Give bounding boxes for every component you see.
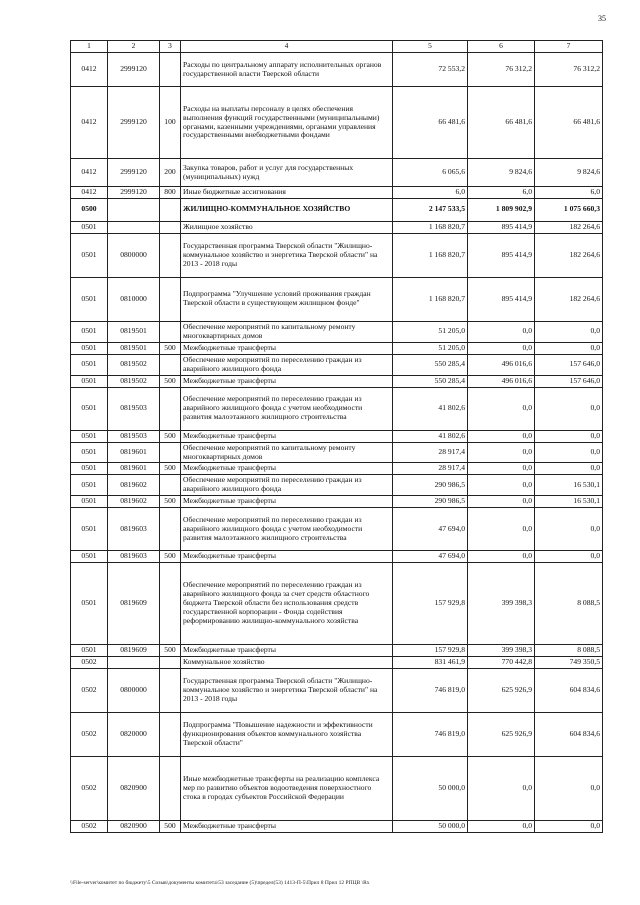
value-year3-cell: 182 264,6 bbox=[535, 277, 603, 321]
section-code-cell: 0501 bbox=[71, 563, 108, 645]
target-article-cell: 2999120 bbox=[108, 187, 160, 199]
description-cell: Закупка товаров, работ и услуг для государственных (муниципальных) нужд bbox=[181, 159, 393, 187]
section-code-cell: 0501 bbox=[71, 354, 108, 375]
table-row bbox=[71, 159, 603, 187]
section-code-cell: 0502 bbox=[71, 657, 108, 669]
section-code-cell: 0501 bbox=[71, 463, 108, 475]
section-code-cell: 0501 bbox=[71, 277, 108, 321]
target-article-cell: 0820900 bbox=[108, 821, 160, 833]
value-year3-cell: 0,0 bbox=[535, 430, 603, 442]
description-cell: Обеспечение мероприятий по переселению граждан из аварийного жилищного фонда bbox=[181, 354, 393, 375]
value-year2-cell: 0,0 bbox=[468, 430, 535, 442]
value-year2-cell: 1 809 902,9 bbox=[468, 198, 535, 221]
target-article-cell: 0819503 bbox=[108, 387, 160, 430]
value-year2-cell: 0,0 bbox=[468, 496, 535, 508]
value-year3-cell: 6,0 bbox=[535, 187, 603, 199]
table-row bbox=[71, 563, 603, 645]
table-row bbox=[71, 713, 603, 757]
value-year2-cell: 6,0 bbox=[468, 187, 535, 199]
value-year3-cell: 1 075 660,3 bbox=[535, 198, 603, 221]
value-year1-cell: 831 461,9 bbox=[393, 657, 468, 669]
value-year3-cell: 0,0 bbox=[535, 442, 603, 463]
expense-type-cell: 500 bbox=[160, 496, 181, 508]
value-year3-cell: 8 088,5 bbox=[535, 563, 603, 645]
value-year1-cell: 51 205,0 bbox=[393, 321, 468, 342]
value-year1-cell: 66 481,6 bbox=[393, 87, 468, 159]
value-year1-cell: 157 929,8 bbox=[393, 563, 468, 645]
expense-type-cell: 500 bbox=[160, 375, 181, 387]
value-year2-cell: 895 414,9 bbox=[468, 233, 535, 277]
expense-type-cell bbox=[160, 233, 181, 277]
section-code-cell: 0501 bbox=[71, 430, 108, 442]
target-article-cell: 0819601 bbox=[108, 442, 160, 463]
description-cell: Расходы на выплаты персоналу в целях обеспечения выполнения функций государственными (муниципальными) органами, казенными учреждениями, органами управления государственными внебюджетными фондами bbox=[181, 87, 393, 159]
value-year1-cell: 28 917,4 bbox=[393, 442, 468, 463]
value-year3-cell: 9 824,6 bbox=[535, 159, 603, 187]
table-row bbox=[71, 496, 603, 508]
target-article-cell: 0819602 bbox=[108, 496, 160, 508]
section-code-cell: 0501 bbox=[71, 645, 108, 657]
table-row bbox=[71, 53, 603, 87]
value-year2-cell: 895 414,9 bbox=[468, 277, 535, 321]
expense-type-cell: 100 bbox=[160, 87, 181, 159]
table-row bbox=[71, 387, 603, 430]
expense-type-cell bbox=[160, 354, 181, 375]
table-row bbox=[71, 187, 603, 199]
value-year3-cell: 0,0 bbox=[535, 342, 603, 354]
value-year3-cell: 0,0 bbox=[535, 463, 603, 475]
value-year2-cell: 0,0 bbox=[468, 442, 535, 463]
page-number: 35 bbox=[598, 14, 606, 23]
value-year3-cell: 8 088,5 bbox=[535, 645, 603, 657]
value-year1-cell: 50 000,0 bbox=[393, 821, 468, 833]
value-year2-cell: 496 016,6 bbox=[468, 354, 535, 375]
table-row bbox=[71, 430, 603, 442]
value-year2-cell: 0,0 bbox=[468, 551, 535, 563]
value-year2-cell: 0,0 bbox=[468, 387, 535, 430]
value-year2-cell: 9 824,6 bbox=[468, 159, 535, 187]
target-article-cell: 2999120 bbox=[108, 53, 160, 87]
value-year1-cell: 1 168 820,7 bbox=[393, 233, 468, 277]
value-year3-cell: 0,0 bbox=[535, 387, 603, 430]
table-row bbox=[71, 463, 603, 475]
value-year3-cell: 16 530,1 bbox=[535, 496, 603, 508]
expense-type-cell bbox=[160, 277, 181, 321]
description-cell: Расходы по центральному аппарату исполнительных органов государственной власти Тверской области bbox=[181, 53, 393, 87]
target-article-cell: 0819609 bbox=[108, 563, 160, 645]
description-cell: Обеспечение мероприятий по переселению граждан из аварийного жилищного фонда за счет средств областного бюджета Тверской области без использования средств государственной корпорации - Фонда содействия реформированию жилищно-коммунального хозяйства bbox=[181, 563, 393, 645]
target-article-cell: 0820900 bbox=[108, 757, 160, 821]
description-cell: Жилищное хозяйство bbox=[181, 221, 393, 233]
table-row bbox=[71, 645, 603, 657]
expense-type-cell bbox=[160, 321, 181, 342]
table-row bbox=[71, 233, 603, 277]
description-cell: Межбюджетные трансферты bbox=[181, 496, 393, 508]
section-code-cell: 0501 bbox=[71, 342, 108, 354]
target-article-cell: 0819502 bbox=[108, 375, 160, 387]
table-header-row bbox=[71, 41, 603, 53]
value-year1-cell: 157 929,8 bbox=[393, 645, 468, 657]
value-year2-cell: 0,0 bbox=[468, 821, 535, 833]
description-cell: Государственная программа Тверской области "Жилищно-коммунальное хозяйство и энергетика Тверской области" на 2013 - 2018 годы bbox=[181, 669, 393, 713]
target-article-cell: 0819601 bbox=[108, 463, 160, 475]
value-year2-cell: 399 398,3 bbox=[468, 645, 535, 657]
section-code-cell: 0412 bbox=[71, 187, 108, 199]
section-code-cell: 0500 bbox=[71, 198, 108, 221]
expense-type-cell: 500 bbox=[160, 430, 181, 442]
target-article-cell bbox=[108, 221, 160, 233]
value-year1-cell: 550 285,4 bbox=[393, 354, 468, 375]
target-article-cell: 0819602 bbox=[108, 475, 160, 496]
description-cell: Обеспечение мероприятий по капитальному ремонту многоквартирных домов bbox=[181, 321, 393, 342]
section-code-cell: 0501 bbox=[71, 551, 108, 563]
target-article-cell bbox=[108, 657, 160, 669]
table-row bbox=[71, 198, 603, 221]
value-year1-cell: 1 168 820,7 bbox=[393, 277, 468, 321]
value-year2-cell: 625 926,9 bbox=[468, 713, 535, 757]
section-code-cell: 0501 bbox=[71, 508, 108, 551]
expense-type-cell: 800 bbox=[160, 187, 181, 199]
target-article-cell: 2999120 bbox=[108, 87, 160, 159]
footer-file-path: \\File-server\комитет по бюджету\5 Созыв\документы комитета\53 заседание (5)\предел(53) 1413-П-5\Прил 8 Прил 12 РПЦВ \Rx bbox=[70, 880, 370, 886]
table-row bbox=[71, 669, 603, 713]
value-year1-cell: 50 000,0 bbox=[393, 757, 468, 821]
target-article-cell: 0819503 bbox=[108, 430, 160, 442]
expense-type-cell bbox=[160, 53, 181, 87]
expense-type-cell: 500 bbox=[160, 821, 181, 833]
description-cell: Подпрограмма "Улучшение условий проживания граждан Тверской области в существующем жилищном фонде" bbox=[181, 277, 393, 321]
table-row bbox=[71, 821, 603, 833]
target-article-cell: 0819502 bbox=[108, 354, 160, 375]
expense-type-cell bbox=[160, 669, 181, 713]
value-year2-cell: 625 926,9 bbox=[468, 669, 535, 713]
value-year1-cell: 550 285,4 bbox=[393, 375, 468, 387]
value-year3-cell: 0,0 bbox=[535, 757, 603, 821]
expense-type-cell bbox=[160, 475, 181, 496]
value-year1-cell: 51 205,0 bbox=[393, 342, 468, 354]
description-cell: Иные межбюджетные трансферты на реализацию комплекса мер по развитию объектов водоотведения поверхностного стока в городах субъектов Российской Федерации bbox=[181, 757, 393, 821]
table-row bbox=[71, 757, 603, 821]
table-row bbox=[71, 508, 603, 551]
section-code-cell: 0501 bbox=[71, 475, 108, 496]
description-cell: Межбюджетные трансферты bbox=[181, 430, 393, 442]
expense-type-cell: 500 bbox=[160, 463, 181, 475]
target-article-cell: 0819501 bbox=[108, 321, 160, 342]
expense-type-cell bbox=[160, 563, 181, 645]
value-year3-cell: 0,0 bbox=[535, 321, 603, 342]
description-cell: Иные бюджетные ассигнования bbox=[181, 187, 393, 199]
value-year2-cell: 399 398,3 bbox=[468, 563, 535, 645]
column-header: 5 bbox=[393, 41, 468, 53]
section-code-cell: 0412 bbox=[71, 159, 108, 187]
description-cell: Государственная программа Тверской области "Жилищно-коммунальное хозяйство и энергетика Тверской области" на 2013 - 2018 годы bbox=[181, 233, 393, 277]
value-year3-cell: 749 350,5 bbox=[535, 657, 603, 669]
target-article-cell: 2999120 bbox=[108, 159, 160, 187]
table-row bbox=[71, 321, 603, 342]
value-year2-cell: 496 016,6 bbox=[468, 375, 535, 387]
value-year2-cell: 0,0 bbox=[468, 463, 535, 475]
table-row bbox=[71, 221, 603, 233]
section-code-cell: 0412 bbox=[71, 87, 108, 159]
value-year1-cell: 72 553,2 bbox=[393, 53, 468, 87]
section-code-cell: 0501 bbox=[71, 375, 108, 387]
section-code-cell: 0412 bbox=[71, 53, 108, 87]
description-cell: Межбюджетные трансферты bbox=[181, 645, 393, 657]
description-cell: Обеспечение мероприятий по переселению граждан из аварийного жилищного фонда bbox=[181, 475, 393, 496]
budget-table bbox=[70, 40, 603, 833]
value-year2-cell: 0,0 bbox=[468, 321, 535, 342]
target-article-cell: 0819501 bbox=[108, 342, 160, 354]
expense-type-cell: 500 bbox=[160, 645, 181, 657]
value-year3-cell: 157 646,0 bbox=[535, 354, 603, 375]
expense-type-cell: 500 bbox=[160, 551, 181, 563]
expense-type-cell bbox=[160, 757, 181, 821]
value-year3-cell: 157 646,0 bbox=[535, 375, 603, 387]
description-cell: Межбюджетные трансферты bbox=[181, 342, 393, 354]
description-cell: Подпрограмма "Повышение надежности и эффективности функционирования объектов коммунального хозяйства Тверской области" bbox=[181, 713, 393, 757]
value-year1-cell: 1 168 820,7 bbox=[393, 221, 468, 233]
description-cell: Коммунальное хозяйство bbox=[181, 657, 393, 669]
table-row bbox=[71, 277, 603, 321]
table-row bbox=[71, 442, 603, 463]
column-header: 6 bbox=[468, 41, 535, 53]
expense-type-cell: 200 bbox=[160, 159, 181, 187]
value-year2-cell: 0,0 bbox=[468, 757, 535, 821]
section-code-cell: 0501 bbox=[71, 496, 108, 508]
section-code-cell: 0502 bbox=[71, 713, 108, 757]
table-row bbox=[71, 342, 603, 354]
column-header: 3 bbox=[160, 41, 181, 53]
section-code-cell: 0502 bbox=[71, 821, 108, 833]
value-year1-cell: 2 147 533,5 bbox=[393, 198, 468, 221]
target-article-cell: 0820000 bbox=[108, 713, 160, 757]
target-article-cell bbox=[108, 198, 160, 221]
value-year1-cell: 41 802,6 bbox=[393, 387, 468, 430]
table-row bbox=[71, 87, 603, 159]
expense-type-cell bbox=[160, 508, 181, 551]
value-year3-cell: 16 530,1 bbox=[535, 475, 603, 496]
target-article-cell: 0800000 bbox=[108, 233, 160, 277]
description-cell: Обеспечение мероприятий по капитальному ремонту многоквартирных домов bbox=[181, 442, 393, 463]
value-year3-cell: 0,0 bbox=[535, 551, 603, 563]
section-code-cell: 0501 bbox=[71, 233, 108, 277]
target-article-cell: 0819603 bbox=[108, 551, 160, 563]
description-cell: ЖИЛИЩНО-КОММУНАЛЬНОЕ ХОЗЯЙСТВО bbox=[181, 198, 393, 221]
expense-type-cell bbox=[160, 442, 181, 463]
description-cell: Обеспечение мероприятий по переселению граждан из аварийного жилищного фонда с учетом необходимости развития малоэтажного жилищного строительства bbox=[181, 387, 393, 430]
expense-type-cell bbox=[160, 713, 181, 757]
value-year1-cell: 6,0 bbox=[393, 187, 468, 199]
expense-type-cell bbox=[160, 657, 181, 669]
description-cell: Межбюджетные трансферты bbox=[181, 551, 393, 563]
table-row bbox=[71, 354, 603, 375]
value-year1-cell: 28 917,4 bbox=[393, 463, 468, 475]
table-row bbox=[71, 375, 603, 387]
section-code-cell: 0502 bbox=[71, 757, 108, 821]
column-header: 1 bbox=[71, 41, 108, 53]
value-year1-cell: 6 065,6 bbox=[393, 159, 468, 187]
value-year1-cell: 290 986,5 bbox=[393, 496, 468, 508]
value-year3-cell: 182 264,6 bbox=[535, 233, 603, 277]
section-code-cell: 0501 bbox=[71, 387, 108, 430]
value-year1-cell: 41 802,6 bbox=[393, 430, 468, 442]
value-year2-cell: 66 481,6 bbox=[468, 87, 535, 159]
expense-type-cell: 500 bbox=[160, 342, 181, 354]
table-row bbox=[71, 475, 603, 496]
value-year1-cell: 47 694,0 bbox=[393, 551, 468, 563]
value-year3-cell: 0,0 bbox=[535, 508, 603, 551]
target-article-cell: 0819603 bbox=[108, 508, 160, 551]
target-article-cell: 0800000 bbox=[108, 669, 160, 713]
description-cell: Межбюджетные трансферты bbox=[181, 821, 393, 833]
value-year3-cell: 604 834,6 bbox=[535, 669, 603, 713]
target-article-cell: 0819609 bbox=[108, 645, 160, 657]
value-year1-cell: 290 986,5 bbox=[393, 475, 468, 496]
section-code-cell: 0501 bbox=[71, 321, 108, 342]
column-header: 4 bbox=[181, 41, 393, 53]
value-year2-cell: 895 414,9 bbox=[468, 221, 535, 233]
value-year3-cell: 604 834,6 bbox=[535, 713, 603, 757]
value-year1-cell: 746 819,0 bbox=[393, 713, 468, 757]
value-year3-cell: 66 481,6 bbox=[535, 87, 603, 159]
value-year3-cell: 182 264,6 bbox=[535, 221, 603, 233]
expense-type-cell bbox=[160, 387, 181, 430]
expense-type-cell bbox=[160, 221, 181, 233]
value-year2-cell: 0,0 bbox=[468, 342, 535, 354]
value-year2-cell: 770 442,8 bbox=[468, 657, 535, 669]
table-row bbox=[71, 657, 603, 669]
value-year3-cell: 0,0 bbox=[535, 821, 603, 833]
value-year2-cell: 0,0 bbox=[468, 508, 535, 551]
value-year2-cell: 76 312,2 bbox=[468, 53, 535, 87]
column-header: 2 bbox=[108, 41, 160, 53]
value-year3-cell: 76 312,2 bbox=[535, 53, 603, 87]
section-code-cell: 0501 bbox=[71, 221, 108, 233]
section-code-cell: 0502 bbox=[71, 669, 108, 713]
expense-type-cell bbox=[160, 198, 181, 221]
table-row bbox=[71, 551, 603, 563]
value-year2-cell: 0,0 bbox=[468, 475, 535, 496]
description-cell: Межбюджетные трансферты bbox=[181, 463, 393, 475]
value-year1-cell: 746 819,0 bbox=[393, 669, 468, 713]
description-cell: Межбюджетные трансферты bbox=[181, 375, 393, 387]
column-header: 7 bbox=[535, 41, 603, 53]
section-code-cell: 0501 bbox=[71, 442, 108, 463]
value-year1-cell: 47 694,0 bbox=[393, 508, 468, 551]
description-cell: Обеспечение мероприятий по переселению граждан из аварийного жилищного фонда с учетом необходимости развития малоэтажного жилищного строительства bbox=[181, 508, 393, 551]
target-article-cell: 0810000 bbox=[108, 277, 160, 321]
